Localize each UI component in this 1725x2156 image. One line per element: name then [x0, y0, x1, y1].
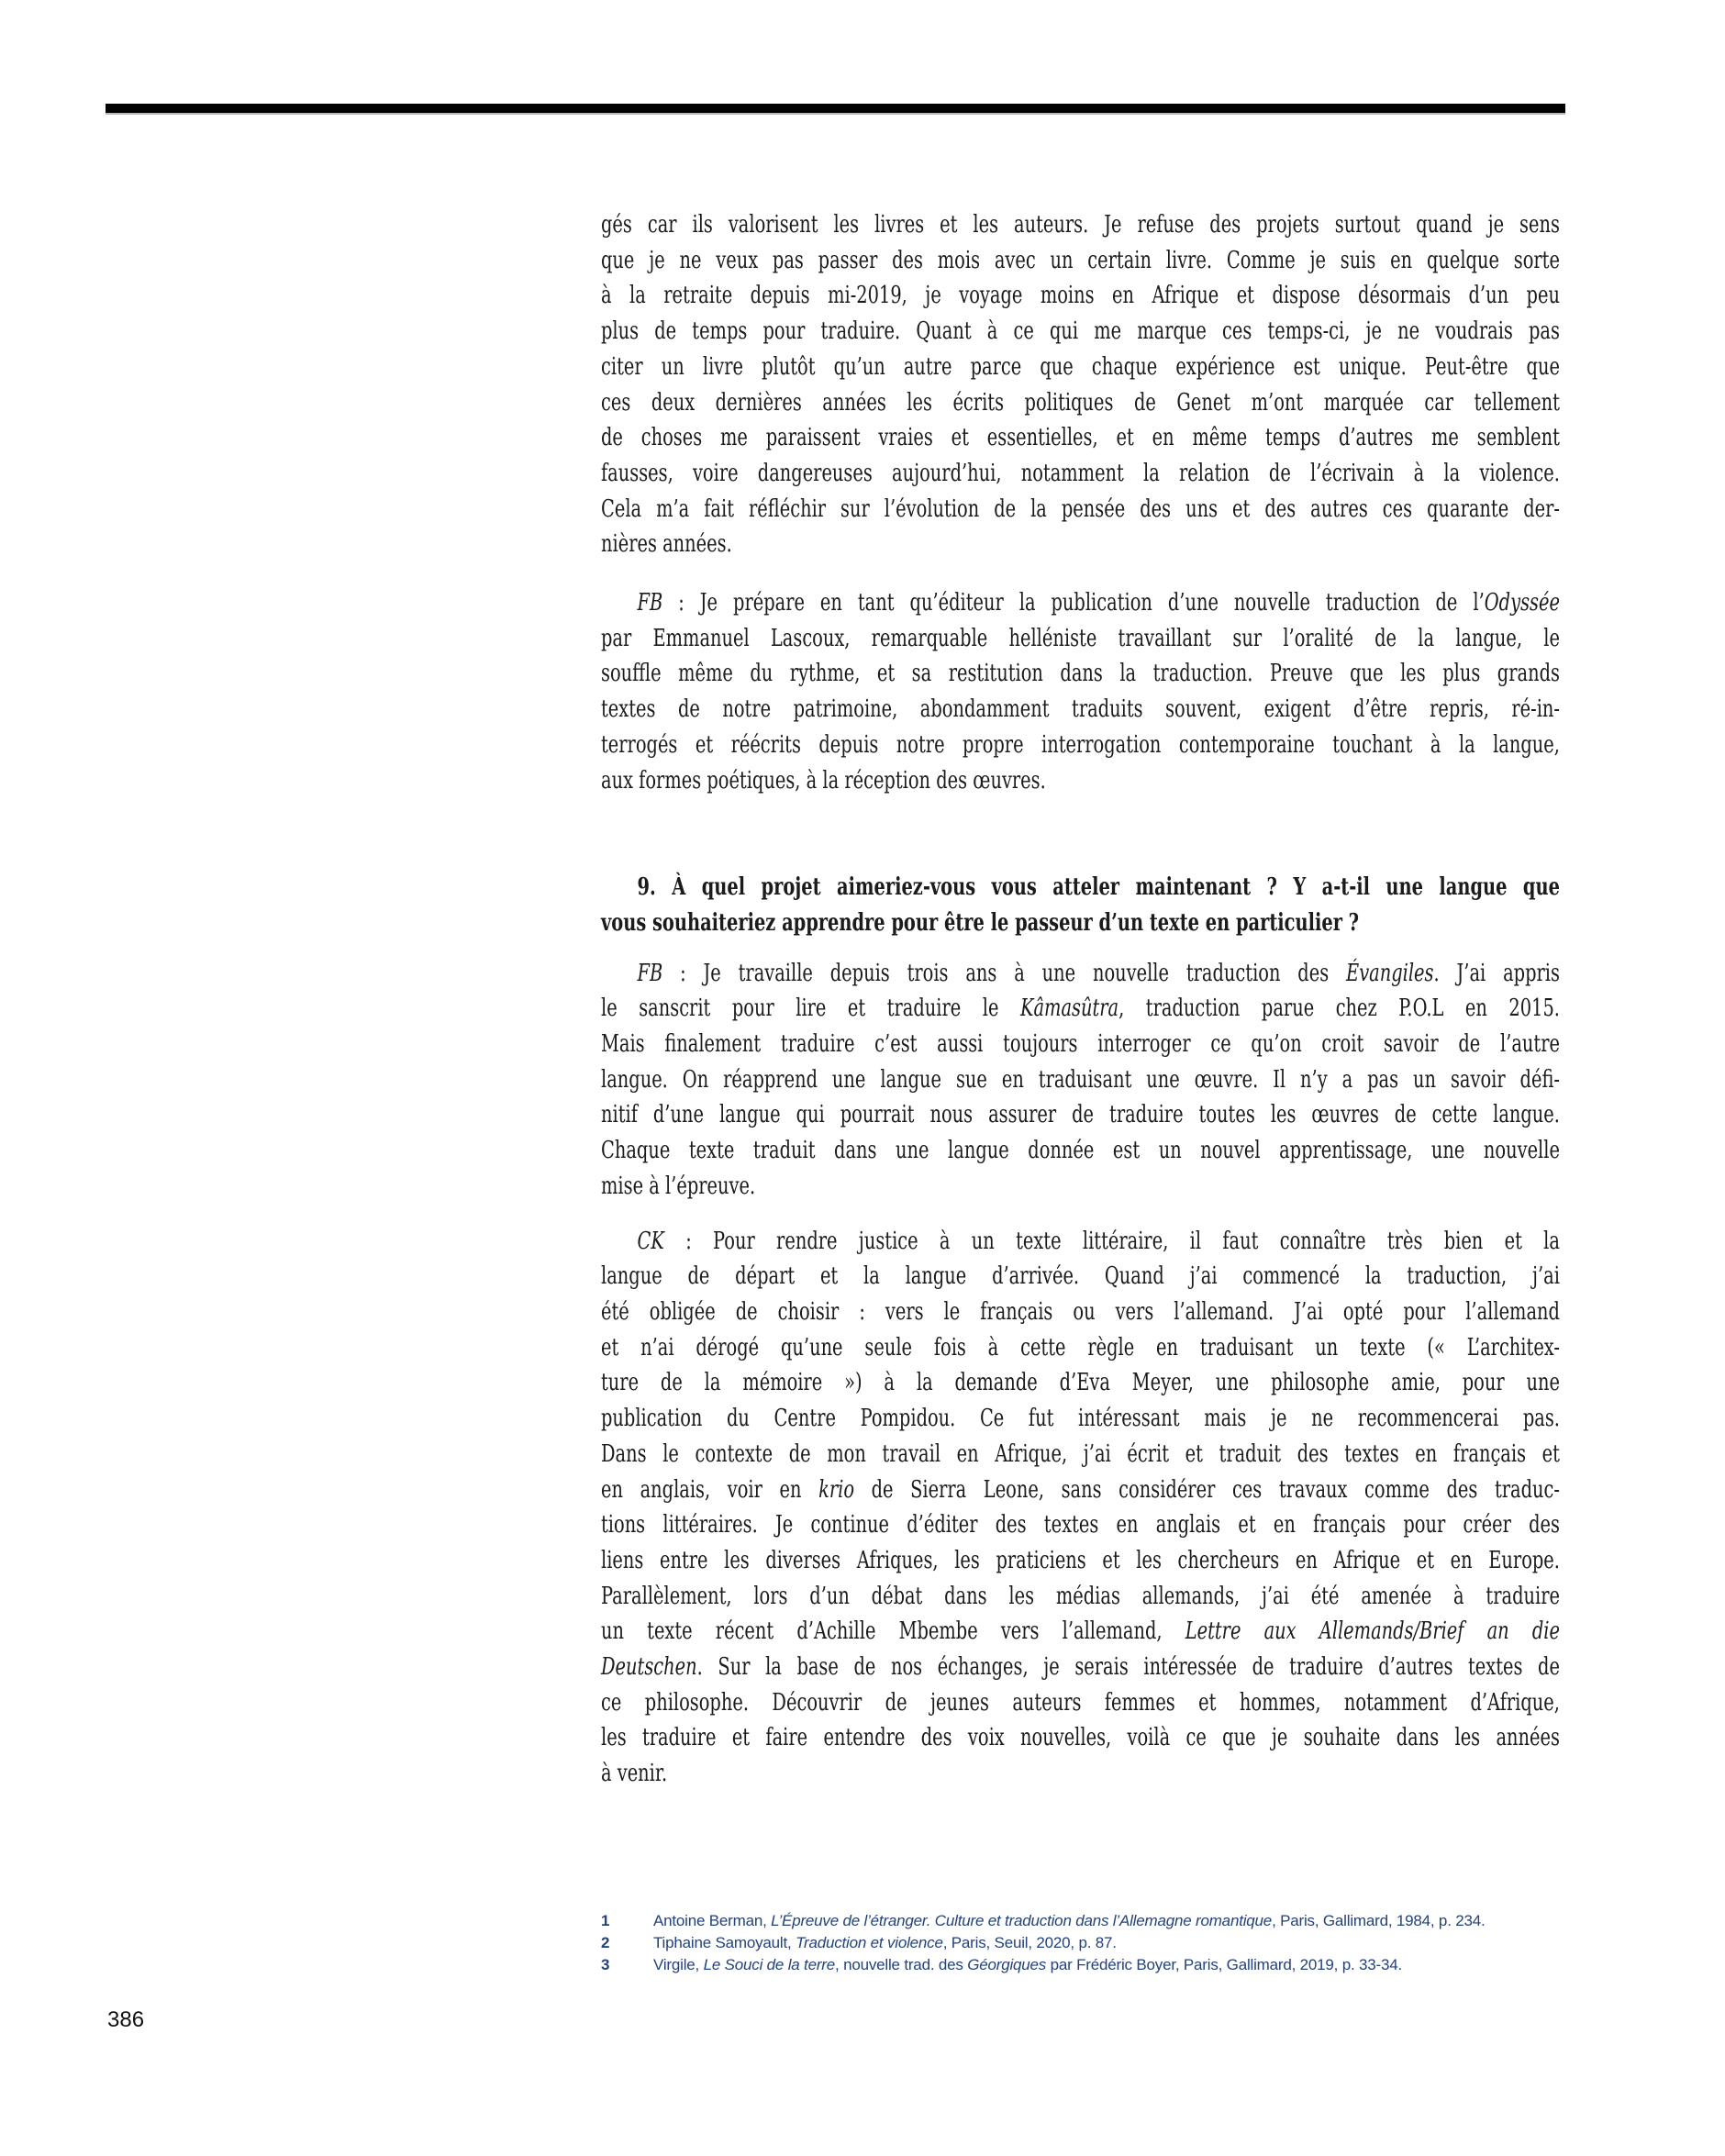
- plain-text: en anglais, voir en: [601, 1475, 819, 1504]
- text-line: [601, 1027, 1560, 1062]
- italic-text: Le Souci de la terre: [703, 1956, 836, 1973]
- text-line: [601, 1437, 1560, 1473]
- footnote-number: 2: [601, 1934, 610, 1951]
- plain-text: à la retraite depuis mi-2019, je voyage moins en Afrique et dispose désormais d’un peu: [601, 282, 1560, 310]
- text-line: [601, 420, 1560, 456]
- text-line: [601, 1062, 1560, 1098]
- plain-text: : Je prépare en tant qu’éditeur la publication d’une nouvelle traduction de l’: [662, 589, 1485, 617]
- italic-text: CK: [637, 1227, 664, 1255]
- italic-text: Odyssée: [1484, 589, 1560, 617]
- plain-text: fausses, voire dangereuses aujourd’hui, notamment la relation de l’écrivain à la violence.: [601, 459, 1560, 487]
- text-line: [601, 1365, 1560, 1401]
- plain-text: les traduire et faire entendre des voix nouvelles, voilà ce que je souhaite dans les années: [601, 1724, 1560, 1752]
- italic-text: krio: [818, 1475, 855, 1504]
- text-line: [601, 278, 1560, 314]
- header-rule: [106, 104, 1565, 113]
- plain-text: à venir.: [601, 1760, 668, 1788]
- text-line: [601, 1401, 1560, 1437]
- plain-text: été obligée de choisir : vers le français ou vers l’allemand. J’ai opté pour l’allemand: [601, 1297, 1560, 1326]
- plain-text: Chaque texte traduit dans une langue donnée est un nouvel apprentissage, une nouvelle: [601, 1137, 1560, 1165]
- plain-text: par Frédéric Boyer, Paris, Gallimard, 2019, p. 33-34.: [1046, 1956, 1403, 1973]
- plain-text: Virgile,: [653, 1956, 704, 1973]
- plain-text: Dans le contexte de mon travail en Afrique, j’ai écrit et traduit des textes en français et: [601, 1439, 1560, 1468]
- italic-text: FB: [637, 589, 663, 617]
- text-line: [601, 456, 1560, 492]
- text-line: [601, 1756, 1560, 1792]
- plain-text: aux formes poétiques, à la réception des œuvres.: [601, 766, 1046, 795]
- plain-text: un texte récent d’Achille Mbembe vers l’allemand,: [601, 1617, 1185, 1646]
- text-line: [601, 1295, 1560, 1330]
- plain-text: . Sur la base de nos échanges, je serais intéressée de traduire d’autres textes de: [696, 1653, 1560, 1682]
- text-line: [601, 1259, 1560, 1295]
- text-line: [601, 1224, 1560, 1260]
- plain-text: publication du Centre Pompidou. Ce fut intéressant mais je ne recommencerai pas.: [601, 1405, 1560, 1433]
- plain-text: Parallèlement, lors d’un débat dans les médias allemands, j’ai été amenée à traduire: [601, 1582, 1560, 1610]
- plain-text: ces deux dernières années les écrits politiques de Genet m’ont marquée car tellement: [601, 388, 1560, 417]
- footnote-number: 3: [601, 1956, 610, 1973]
- plain-text: , Paris, Seuil, 2020, p. 87.: [942, 1934, 1117, 1951]
- footnote-text: [653, 1910, 1486, 1932]
- text-line: [601, 1543, 1560, 1579]
- text-line: [601, 1330, 1560, 1366]
- footnotes: [601, 1910, 1486, 1976]
- plain-text: citer un livre plutôt qu’un autre parce que chaque expérience est unique. Peut-être que: [601, 352, 1560, 381]
- plain-text: le sanscrit pour lire et traduire le: [601, 995, 1020, 1023]
- text-line: [601, 585, 1560, 621]
- plain-text: ture de la mémoire ») à la demande d’Eva Meyer, une philosophe amie, pour une: [601, 1369, 1560, 1397]
- footnote-text: [653, 1954, 1402, 1976]
- italic-text: Lettre aux Allemands/Brief an die: [1185, 1617, 1560, 1646]
- footnote: [601, 1954, 1486, 1976]
- text-line: [601, 906, 1560, 941]
- footnote-number: 1: [601, 1912, 610, 1929]
- italic-text: Deutschen: [601, 1653, 697, 1682]
- plain-text: liens entre les diverses Afriques, les praticiens et les chercheurs en Afrique et en Europe.: [601, 1546, 1560, 1574]
- italic-text: FB: [637, 959, 663, 987]
- text-line: [601, 492, 1560, 528]
- plain-text: et n’ai dérogé qu’une seule fois à cette règle en traduisant un texte (« L’architex-: [601, 1333, 1560, 1361]
- text-line: [601, 1507, 1560, 1543]
- plain-text: de choses me paraissent vraies et essentielles, et en même temps d’autres me semblent: [601, 424, 1560, 452]
- italic-text: Kâmasûtra: [1019, 995, 1119, 1023]
- text-line: [601, 1133, 1560, 1169]
- text-line: [601, 621, 1560, 657]
- plain-text: que je ne veux pas passer des mois avec un certain livre. Comme je suis en quelque sorte: [601, 246, 1560, 274]
- plain-text: , traduction parue chez P.O.L en 2015.: [1118, 995, 1560, 1023]
- plain-text: ce philosophe. Découvrir de jeunes auteurs femmes et hommes, notamment d’Afrique,: [601, 1688, 1560, 1717]
- text-line: [601, 656, 1560, 692]
- footnote: [601, 1910, 1486, 1932]
- plain-text: plus de temps pour traduire. Quant à ce qui me marque ces temps-ci, je ne voudrais pas: [601, 317, 1560, 346]
- text-line: [601, 385, 1560, 421]
- page-number: 386: [107, 2007, 145, 2032]
- text-line: [601, 956, 1560, 992]
- plain-text: langue de départ et la langue d’arrivée. Quand j’ai commencé la traduction, j’ai: [601, 1262, 1560, 1291]
- plain-text: Tiphaine Samoyault,: [653, 1934, 796, 1951]
- text-line: [601, 350, 1560, 385]
- text-line: [601, 1579, 1560, 1615]
- plain-text: , nouvelle trad. des: [835, 1956, 968, 1973]
- text-line: [601, 1473, 1560, 1508]
- plain-text: langue. On réapprend une langue sue en traduisant une œuvre. Il n’y a pas un savoir défi-: [601, 1065, 1560, 1094]
- italic-text: L’Épreuve de l’étranger. Culture et traduction dans l’Allemagne romantique: [771, 1912, 1273, 1929]
- text-line: [601, 314, 1560, 350]
- text-line: [601, 728, 1560, 763]
- plain-text: souffle même du rythme, et sa restitution dans la traduction. Preuve que les plus grands: [601, 660, 1560, 688]
- plain-text: vous souhaiteriez apprendre pour être le passeur d’un texte en particulier ?: [601, 908, 1360, 937]
- text-line: [601, 1614, 1560, 1650]
- footnote-text: [653, 1932, 1117, 1954]
- plain-text: : Pour rendre justice à un texte littéraire, il faut connaître très bien et la: [663, 1227, 1560, 1255]
- plain-text: Antoine Berman,: [653, 1912, 772, 1929]
- plain-text: textes de notre patrimoine, abondamment traduits souvent, exigent d’être repris, ré-in-: [601, 695, 1560, 724]
- plain-text: nières années.: [601, 530, 732, 559]
- italic-text: Évangiles: [1346, 959, 1434, 987]
- text-line: [601, 243, 1560, 279]
- footnote: [601, 1932, 1486, 1954]
- text-line: [601, 991, 1560, 1027]
- section-heading: [601, 870, 1560, 940]
- paragraph: [601, 956, 1560, 1205]
- text-line: [601, 870, 1560, 906]
- plain-text: . J’ai appris: [1433, 959, 1560, 987]
- italic-text: Géorgiques: [967, 1956, 1047, 1973]
- text-line: [601, 1720, 1560, 1756]
- plain-text: de Sierra Leone, sans considérer ces travaux comme des traduc-: [854, 1475, 1560, 1504]
- plain-text: Mais finalement traduire c’est aussi toujours interroger ce qu’on croit savoir de l’autre: [601, 1030, 1560, 1059]
- text-line: [601, 1650, 1560, 1685]
- plain-text: 9. À quel projet aimeriez-vous vous atteler maintenant ? Y a-t-il une langue que: [637, 873, 1560, 902]
- plain-text: : Je travaille depuis trois ans à une nouvelle traduction des: [662, 959, 1347, 987]
- text-line: [601, 692, 1560, 728]
- plain-text: par Emmanuel Lascoux, remarquable helléniste travaillant sur l’oralité de la langue, le: [601, 624, 1560, 652]
- text-column: [601, 207, 1560, 1792]
- plain-text: gés car ils valorisent les livres et les auteurs. Je refuse des projets surtout quand je sens: [601, 211, 1560, 239]
- plain-text: , Paris, Gallimard, 1984, p. 234.: [1272, 1912, 1486, 1929]
- paragraph: [601, 1224, 1560, 1792]
- plain-text: nitif d’une langue qui pourrait nous assurer de traduire toutes les œuvres de cette langue.: [601, 1101, 1560, 1129]
- plain-text: mise à l’épreuve.: [601, 1172, 756, 1200]
- plain-text: tions littéraires. Je continue d’éditer des textes en anglais et en français pour créer des: [601, 1511, 1560, 1539]
- text-line: [601, 763, 1560, 799]
- text-line: [601, 207, 1560, 243]
- text-line: [601, 527, 1560, 562]
- plain-text: Cela m’a fait réfléchir sur l’évolution de la pensée des uns et des autres ces quarante der-: [601, 495, 1560, 523]
- plain-text: terrogés et réécrits depuis notre propre interrogation contemporaine touchant à la langue,: [601, 730, 1560, 759]
- paragraph: [601, 585, 1560, 798]
- paragraph: [601, 207, 1560, 562]
- text-line: [601, 1169, 1560, 1205]
- italic-text: Traduction et violence: [796, 1934, 943, 1951]
- text-line: [601, 1685, 1560, 1721]
- text-line: [601, 1097, 1560, 1133]
